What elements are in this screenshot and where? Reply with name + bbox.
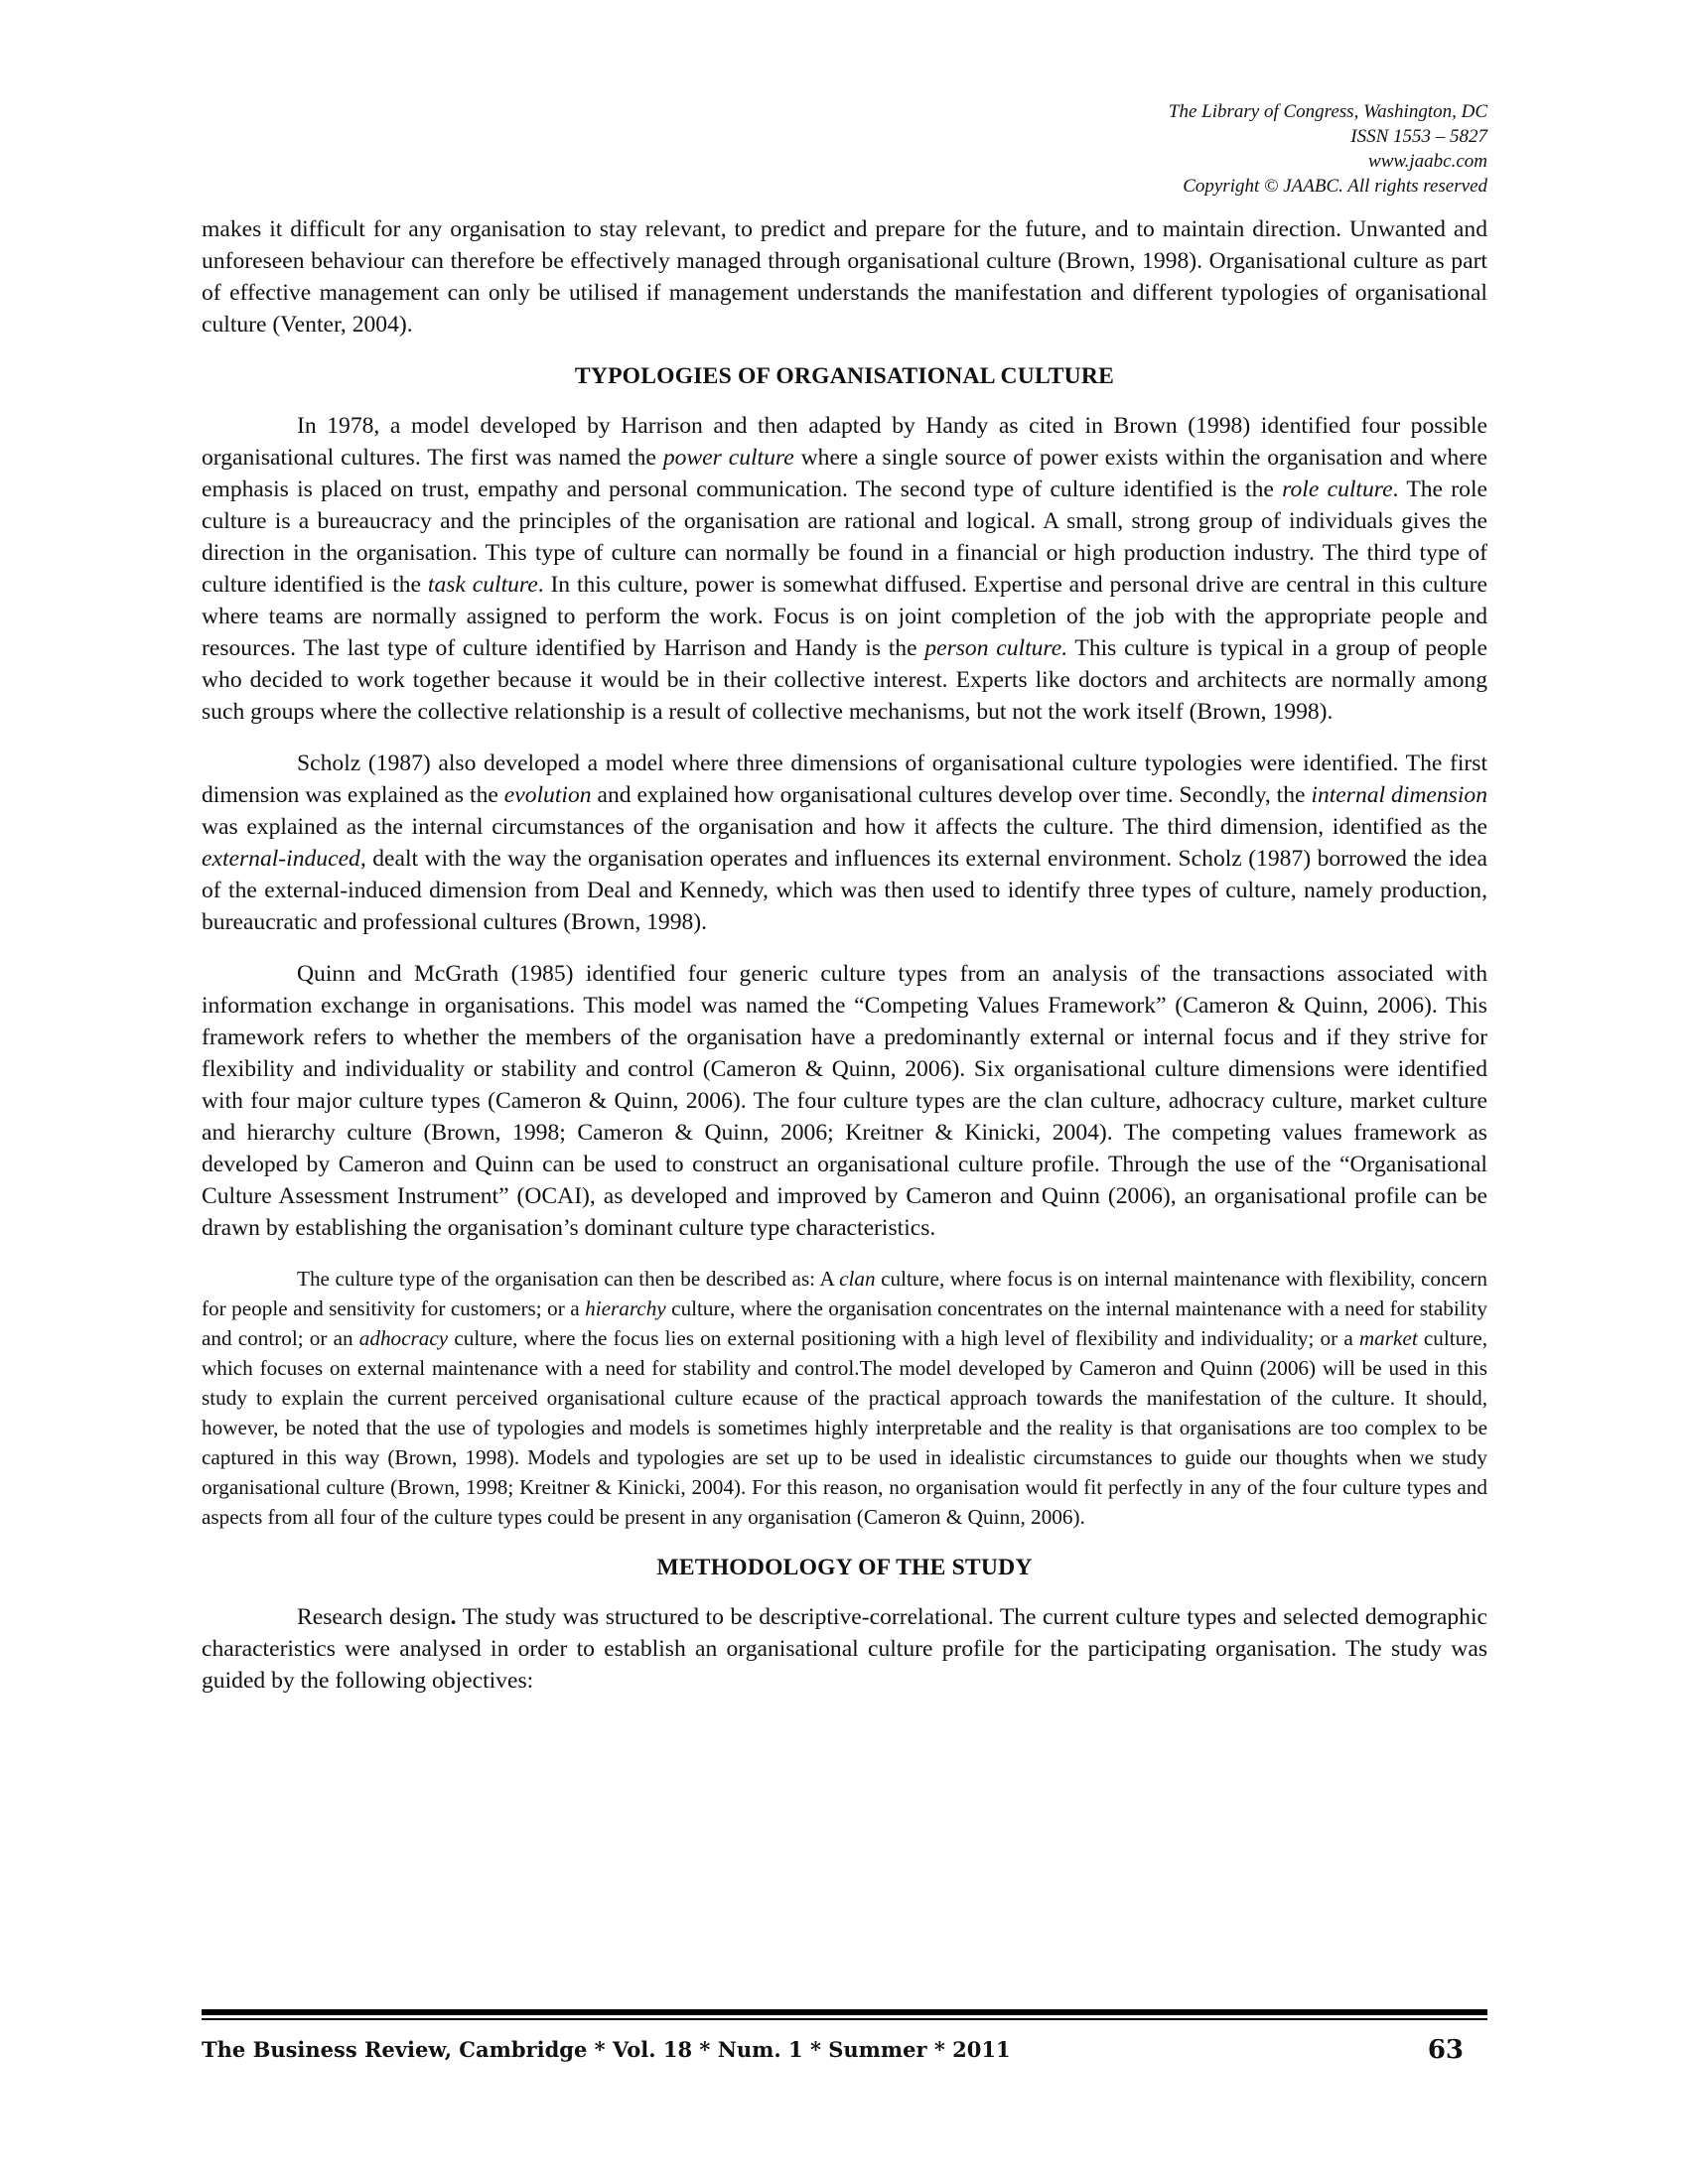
- term-task-culture: task culture: [427, 572, 538, 598]
- section-heading-typologies: TYPOLOGIES OF ORGANISATIONAL CULTURE: [574, 363, 1115, 389]
- running-footer: [202, 2035, 1487, 2075]
- body-text: [202, 213, 1487, 1697]
- term-person-culture: person culture.: [924, 635, 1068, 661]
- running-header: [1169, 99, 1487, 199]
- run-in-heading-research-design: Research design: [297, 1604, 451, 1630]
- term-external-induced: external-induced,: [202, 846, 366, 872]
- paragraph-scholz: Scholz (1987) also developed a model where three dimensions of organisational culture typologies were identified. The first dimension was explained as the evolution and explained how organisational cultures develop over time. Secondly, the internal dimension was explained as the internal circumstances of the organisation and how it affects the culture. The third dimension, identified as the external-induced, dealt with the way the organisation operates and influences its external environment. Scholz (1987) borrowed the idea of the external-induced dimension from Deal and Kennedy, which was then used to identify three types of culture, namely production, bureaucratic and professional cultures (Brown, 1998).: [202, 751, 1488, 935]
- term-power-culture: power culture: [662, 445, 794, 471]
- header-publisher: The Library of Congress, Washington, DC: [1168, 101, 1487, 122]
- term-role-culture: role culture: [1282, 477, 1393, 502]
- paragraph-harrison-handy: In 1978, a model developed by Harrison and then adapted by Handy as cited in Brown (1998) identified four possible organisational cultures. The first was named the power culture where a single source of power exists within the organisation and where emphasis is placed on trust, empathy and personal communication. The second type of culture identified is the role culture. The role culture is a bureaucracy and the principles of the organisation are rational and logical. A small, strong group of individuals gives the direction in the organisation. This type of culture can normally be found in a financial or high production industry. The third type of culture identified is the task culture. In this culture, power is somewhat diffused. Expertise and personal drive are central in this culture where teams are normally assigned to perform the work. Focus is on joint completion of the job with the appropriate people and resources. The last type of culture identified by Harrison and Handy is the person culture. This culture is typical in a group of people who decided to work together because it would be in their collective interest. Experts like doctors and architects are normally among such groups where the collective relationship is a result of collective mechanisms, but not the work itself (Brown, 1998).: [202, 413, 1488, 725]
- paragraph-continuation: makes it difficult for any organisation to stay relevant, to predict and prepare for the future, and to maintain direction. Unwanted and unforeseen behaviour can therefore be effectively managed through organisational culture (Brown, 1998). Organisational culture as part of effective management can only be utilised if management understands the manifestation and different typologies of organisational culture (Venter, 2004).: [202, 216, 1487, 338]
- footer-journal-citation: The Business Review, Cambridge * Vol. 18 * Num. 1 * Summer * 2011: [202, 2037, 1011, 2062]
- term-hierarchy: hierarchy: [585, 1297, 666, 1320]
- paragraph-culture-types: The culture type of the organisation can then be described as: A clan culture, where focus is on internal maintenance with flexibility, concern for people and sensitivity for customers; or a hierarchy culture, where the organisation concentrates on the internal maintenance with a need for stability and control; or an adhocracy culture, where the focus lies on external positioning with a high level of flexibility and individuality; or a market culture, which focuses on external maintenance with a need for stability and control.The model developed by Cameron and Quinn (2006) will be used in this study to explain the current perceived organisational culture ecause of the practical approach towards the manifestation of the culture. It should, however, be noted that the use of typologies and models is sometimes highly interpretable and the reality is that organisations are too complex to be captured in this way (Brown, 1998). Models and typologies are set up to be used in idealistic circumstances to guide our thoughts when we study organisational culture (Brown, 1998; Kreitner & Kinicki, 2004). For this reason, no organisation would fit perfectly in any of the four culture types and aspects from all four of the culture types could be present in any organisation (Cameron & Quinn, 2006).: [202, 1267, 1487, 1529]
- paragraph-research-design: Research design. The study was structured to be descriptive-correlational. The current culture types and selected demographic characteristics were analysed in order to establish an organisational culture profile for the participating organisation. The study was guided by the following objectives:: [202, 1604, 1487, 1694]
- term-adhocracy: adhocracy: [358, 1326, 449, 1350]
- footer-rule-thick: [202, 2009, 1487, 2015]
- term-clan: clan: [839, 1267, 876, 1291]
- term-internal-dimension: internal dimension: [1311, 782, 1488, 808]
- page-number: 63: [1427, 2035, 1464, 2065]
- term-market: market: [1358, 1326, 1418, 1350]
- header-issn: ISSN 1553 – 5827: [1350, 126, 1487, 147]
- paragraph-competing-values: Quinn and McGrath (1985) identified four generic culture types from an analysis of the transactions associated with information exchange in organisations. This model was named the “Competing Values Framework” (Cameron & Quinn, 2006). This framework refers to whether the members of the organisation have a predominantly external or internal focus and if they strive for flexibility and individuality or stability and control (Cameron & Quinn, 2006). Six organisational culture dimensions were identified with four major culture types (Cameron & Quinn, 2006). The four culture types are the clan culture, adhocracy culture, market culture and hierarchy culture (Brown, 1998; Cameron & Quinn, 2006; Kreitner & Kinicki, 2004). The competing values framework as developed by Cameron and Quinn can be used to construct an organisational culture profile. Through the use of the “Organisational Culture Assessment Instrument” (OCAI), as developed and improved by Cameron and Quinn (2006), an organisational profile can be drawn by establishing the organisation’s dominant culture type characteristics.: [202, 961, 1487, 1241]
- header-copyright: Copyright © JAABC. All rights reserved: [1183, 176, 1487, 197]
- footer-rule-thin: [202, 2018, 1487, 2020]
- header-website: www.jaabc.com: [1368, 151, 1487, 172]
- section-heading-methodology: METHODOLOGY OF THE STUDY: [656, 1555, 1033, 1580]
- term-evolution: evolution: [503, 782, 592, 808]
